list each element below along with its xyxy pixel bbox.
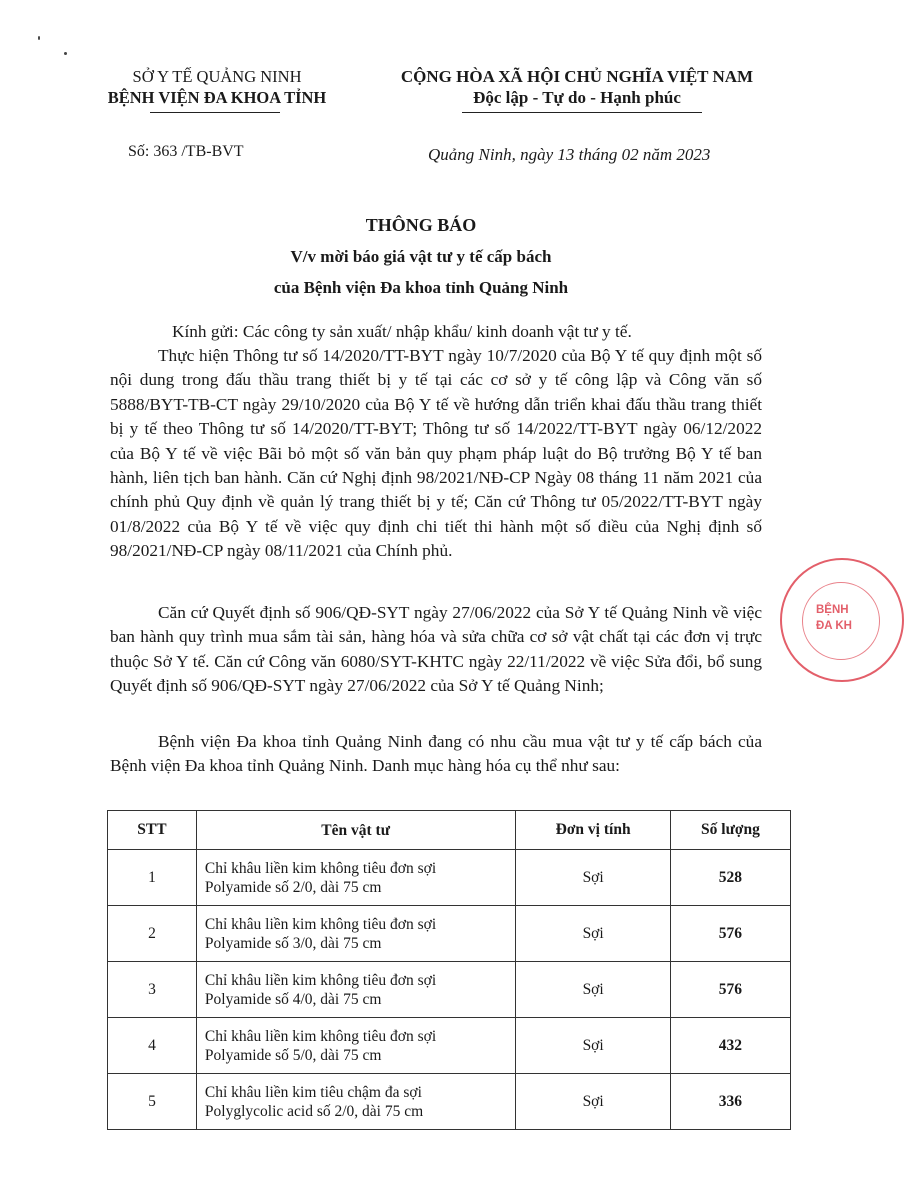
national-motto-block bbox=[352, 66, 802, 108]
header-unit: Đơn vị tính bbox=[516, 811, 670, 850]
cell-quantity: 432 bbox=[670, 1018, 790, 1074]
issuer-block bbox=[92, 66, 342, 108]
cell-stt: 1 bbox=[108, 850, 197, 906]
cell-quantity: 576 bbox=[670, 906, 790, 962]
table-row bbox=[108, 1018, 791, 1074]
document-subject-line1: V/v mời báo giá vật tư y tế cấp bách bbox=[290, 247, 552, 266]
body-paragraph-1: Thực hiện Thông tư số 14/2020/TT-BYT ngày 10/7/2020 của Bộ Y tế quy định một số nội dung trong đấu thầu trang thiết bị y tế tại các cơ sở y tế công lập và Công văn số 5888/BYT-TB-CT ngày 29/10/2020 của Bộ Y tế về hướng dẫn triển khai đấu thầu trang thiết bị y tế theo Thông tư số 14/2020/TT-BYT; Thông tư số 14/2022/TT-BYT ngày 06/12/2022 của Bộ Y tế về việc Bãi bỏ một số văn bản quy phạm pháp luật do Bộ trưởng Bộ Y tế ban hành, liên tịch ban hành. Căn cứ Nghị định 98/2021/NĐ-CP Ngày 08 tháng 11 năm 2021 của chính phủ Quy định về quản lý trang thiết bị y tế; Căn cứ Thông tư 05/2022/TT-BYT ngày 01/8/2022 của Bộ Y tế về việc quy định chi tiết thi hành một số điều của Nghị định số 98/2021/NĐ-CP ngày 08/11/2021 của Chính phủ. bbox=[110, 346, 762, 561]
issuer-underline bbox=[150, 112, 280, 113]
document-title: THÔNG BÁO bbox=[365, 215, 477, 235]
cell-unit: Sợi bbox=[516, 850, 670, 906]
header-quantity: Số lượng bbox=[670, 811, 790, 850]
seal-text bbox=[816, 602, 852, 634]
cell-item-name bbox=[196, 1074, 515, 1130]
motto-underline bbox=[462, 112, 702, 113]
issuer-parent: SỞ Y TẾ QUẢNG NINH bbox=[132, 67, 302, 86]
cell-unit: Sợi bbox=[516, 1074, 670, 1130]
item-name-line2: Polyglycolic acid số 2/0, dài 75 cm bbox=[204, 1102, 424, 1120]
seal-text-line2: ĐA KH bbox=[816, 620, 852, 632]
table-row bbox=[108, 962, 791, 1018]
cell-unit: Sợi bbox=[516, 962, 670, 1018]
table-header-row bbox=[108, 811, 791, 850]
item-name-line1: Chỉ khâu liền kim không tiêu đơn sợi bbox=[204, 859, 437, 877]
table-row bbox=[108, 850, 791, 906]
cell-quantity: 528 bbox=[670, 850, 790, 906]
country-name: CỘNG HÒA XÃ HỘI CHỦ NGHĨA VIỆT NAM bbox=[400, 67, 754, 86]
cell-item-name bbox=[196, 906, 515, 962]
addressee: Kính gửi: Các công ty sản xuất/ nhập khẩu/ kinh doanh vật tư y tế. bbox=[172, 322, 632, 341]
items-table bbox=[107, 810, 791, 1130]
cell-item-name bbox=[196, 962, 515, 1018]
document-subject-line2: của Bệnh viện Đa khoa tỉnh Quảng Ninh bbox=[273, 278, 569, 297]
item-name-line2: Polyamide số 3/0, dài 75 cm bbox=[204, 934, 382, 952]
motto: Độc lập - Tự do - Hạnh phúc bbox=[473, 88, 681, 107]
cell-stt: 5 bbox=[108, 1074, 197, 1130]
cell-item-name bbox=[196, 1018, 515, 1074]
cell-item-name bbox=[196, 850, 515, 906]
cell-unit: Sợi bbox=[516, 906, 670, 962]
item-name-line2: Polyamide số 2/0, dài 75 cm bbox=[204, 878, 382, 896]
item-name-line2: Polyamide số 5/0, dài 75 cm bbox=[204, 1046, 382, 1064]
item-name-line1: Chỉ khâu liền kim không tiêu đơn sợi bbox=[204, 971, 437, 989]
cell-stt: 4 bbox=[108, 1018, 197, 1074]
table-row bbox=[108, 1074, 791, 1130]
cell-stt: 2 bbox=[108, 906, 197, 962]
body-paragraph-2: Căn cứ Quyết định số 906/QĐ-SYT ngày 27/06/2022 của Sở Y tế Quảng Ninh về việc ban hành quy trình mua sắm tài sản, hàng hóa và sửa chữa cơ sở vật chất tại các đơn vị trực thuộc Sở Y tế. Căn cứ Công văn 6080/SYT-KHTC ngày 22/11/2022 về việc Sửa đổi, bổ sung Quyết định số 906/QĐ-SYT ngày 27/06/2022 của Sở Y tế Quảng Ninh; bbox=[110, 603, 762, 696]
item-name-line1: Chỉ khâu liền kim không tiêu đơn sợi bbox=[204, 1027, 437, 1045]
item-name-line2: Polyamide số 4/0, dài 75 cm bbox=[204, 990, 382, 1008]
cell-unit: Sợi bbox=[516, 1018, 670, 1074]
item-name-line1: Chỉ khâu liền kim tiêu chậm đa sợi bbox=[204, 1083, 422, 1101]
body-paragraph-3: Bệnh viện Đa khoa tỉnh Quảng Ninh đang có nhu cầu mua vật tư y tế cấp bách của Bệnh viện Đa khoa tỉnh Quảng Ninh. Danh mục hàng hóa cụ thể như sau: bbox=[110, 732, 762, 776]
scan-speck bbox=[38, 36, 40, 40]
document-date: Quảng Ninh, ngày 13 tháng 02 năm 2023 bbox=[428, 145, 711, 164]
scan-speck bbox=[64, 52, 67, 55]
header-stt: STT bbox=[108, 811, 197, 850]
seal-text-line1: BỆNH bbox=[816, 604, 849, 616]
document-number: Số: 363 /TB-BVT bbox=[128, 143, 244, 160]
red-seal-stamp bbox=[780, 558, 904, 682]
item-name-line1: Chỉ khâu liền kim không tiêu đơn sợi bbox=[204, 915, 437, 933]
table-row bbox=[108, 906, 791, 962]
cell-stt: 3 bbox=[108, 962, 197, 1018]
cell-quantity: 336 bbox=[670, 1074, 790, 1130]
header-item-name: Tên vật tư bbox=[196, 811, 515, 850]
issuer-name: BỆNH VIỆN ĐA KHOA TỈNH bbox=[107, 88, 327, 107]
cell-quantity: 576 bbox=[670, 962, 790, 1018]
